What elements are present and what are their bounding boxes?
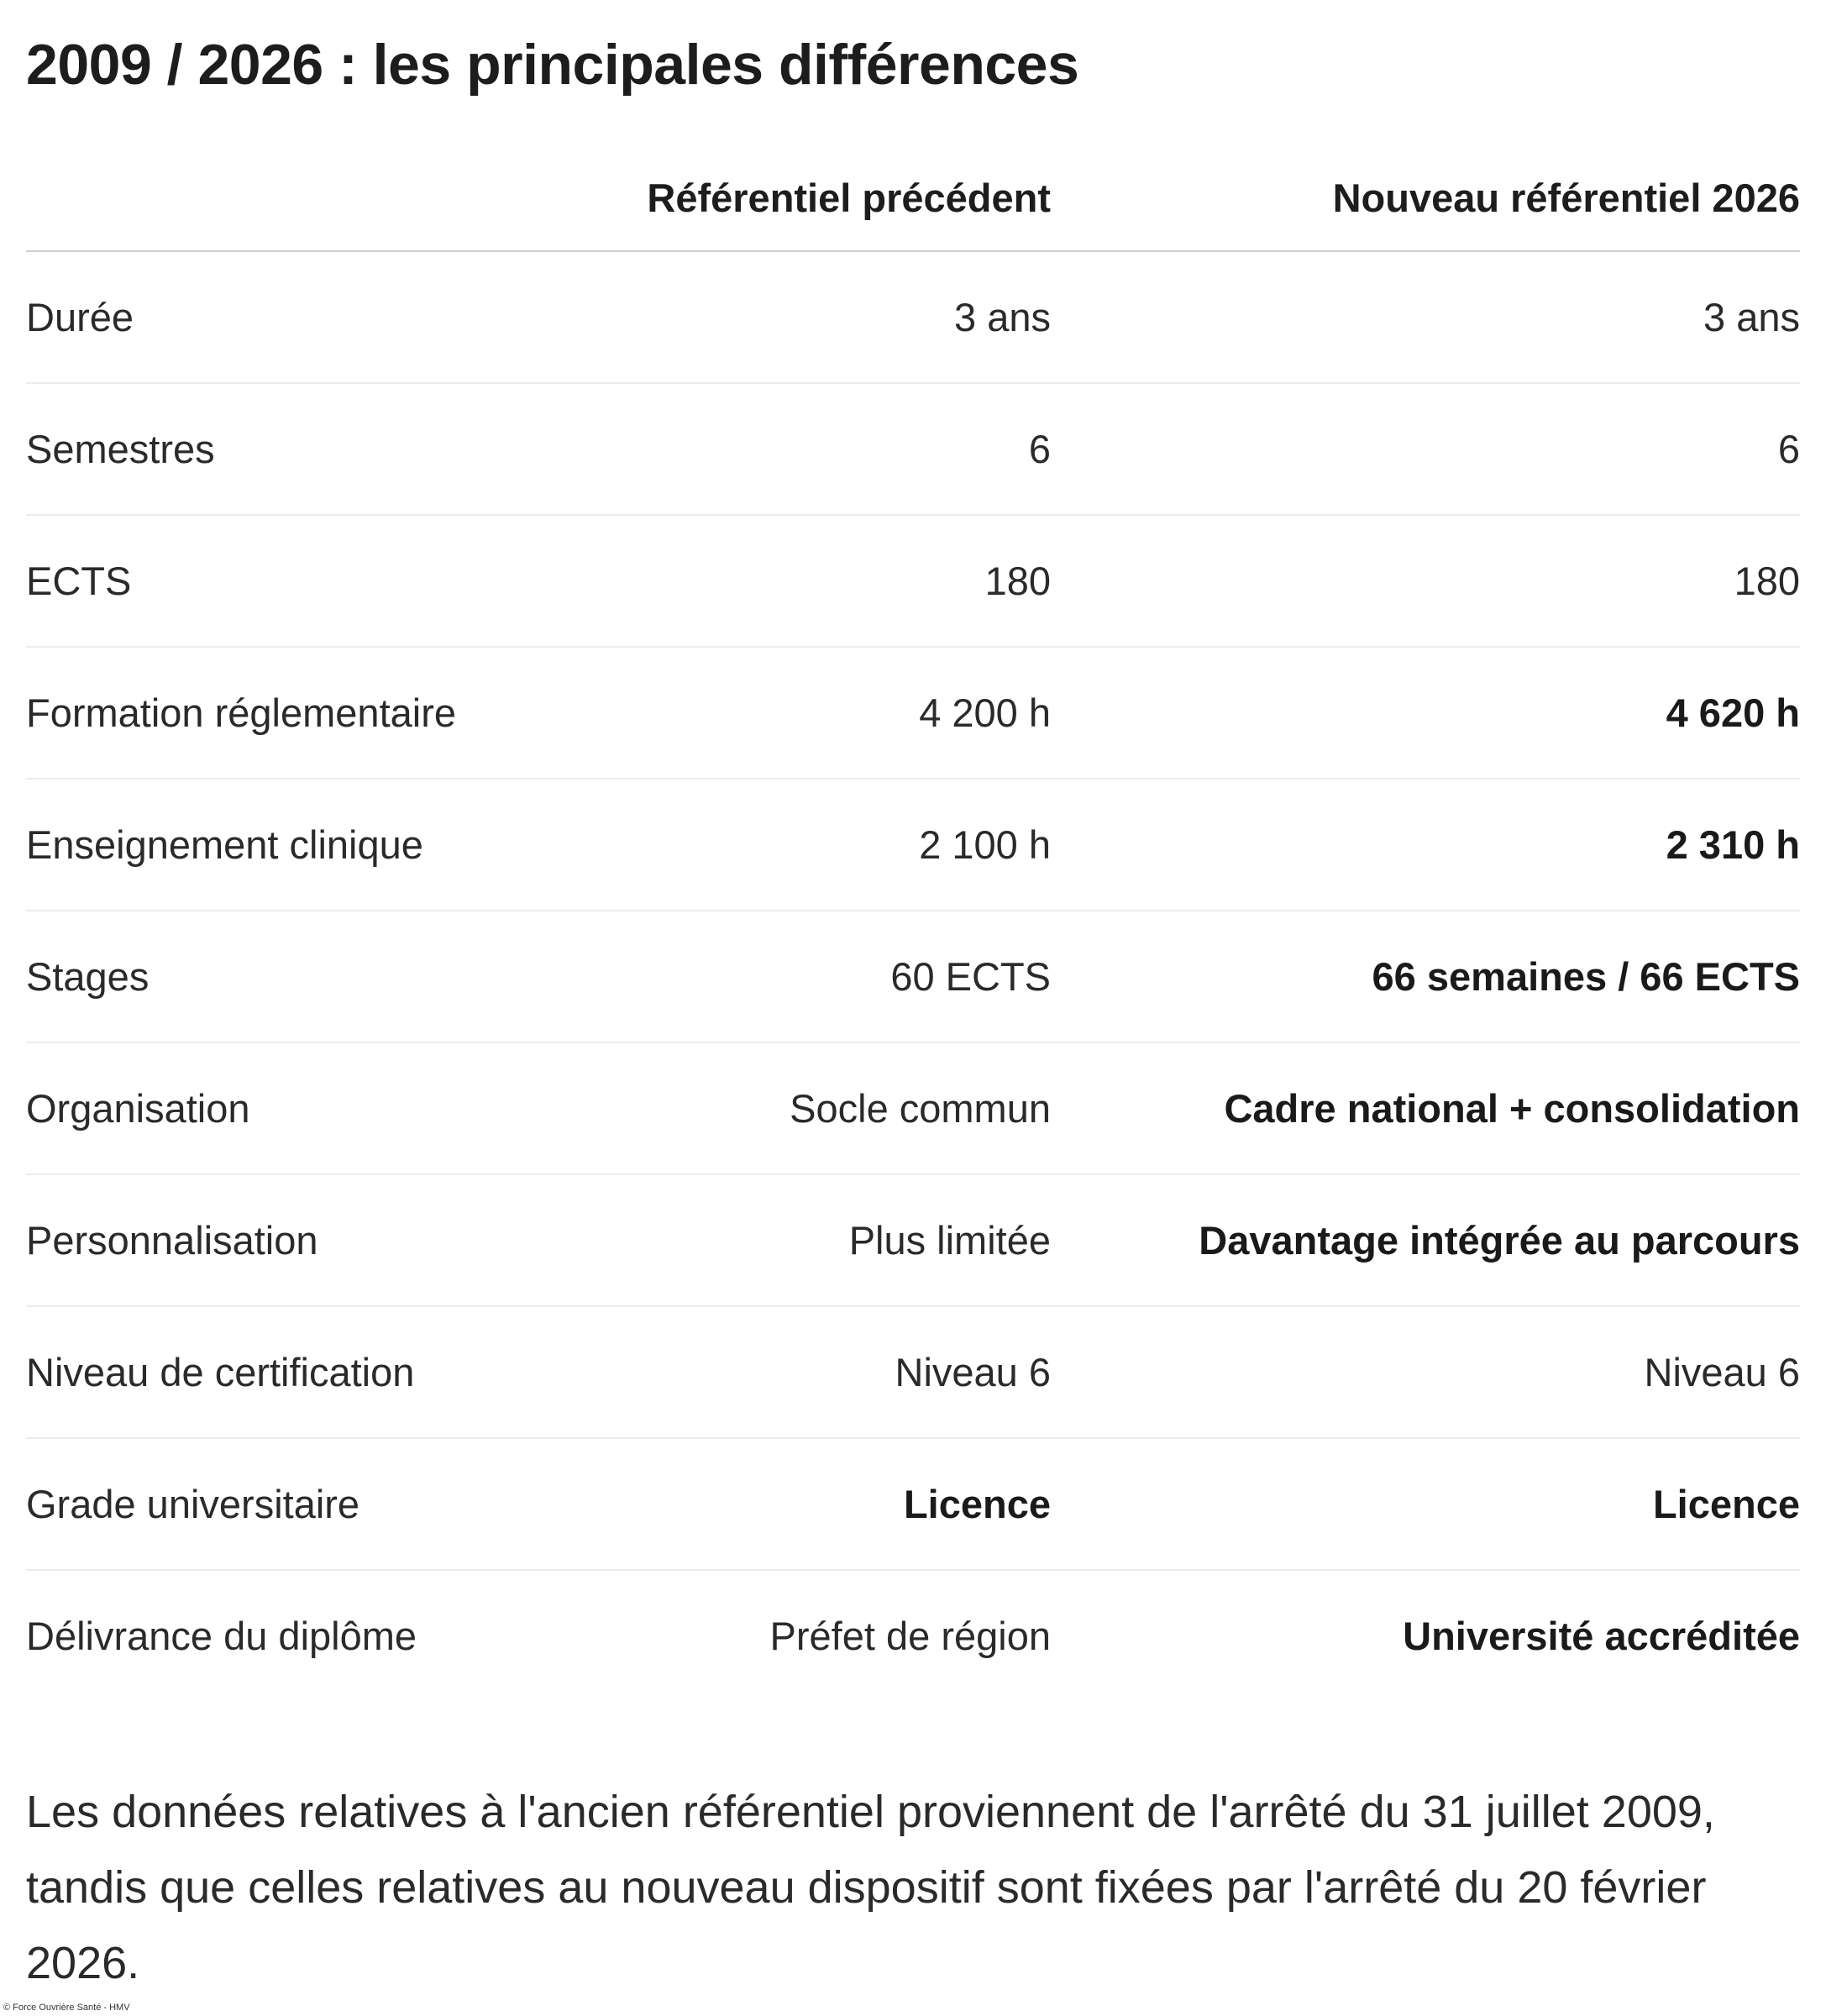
new-value: 66 semaines / 66 ECTS	[1051, 911, 1800, 1042]
previous-value: 2 100 h	[597, 779, 1051, 911]
table-header-row	[26, 144, 1800, 251]
table-body	[26, 251, 1800, 1701]
table-row	[26, 647, 1800, 779]
previous-value: Niveau 6	[597, 1306, 1051, 1438]
previous-value: 180	[597, 515, 1051, 647]
row-label: Formation réglementaire	[26, 647, 597, 779]
new-value: Davantage intégrée au parcours	[1051, 1174, 1800, 1306]
previous-value: Licence	[597, 1438, 1051, 1570]
row-label: Organisation	[26, 1042, 597, 1174]
previous-value: 3 ans	[597, 251, 1051, 383]
new-value: 3 ans	[1051, 251, 1800, 383]
table-row	[26, 779, 1800, 911]
previous-value: 4 200 h	[597, 647, 1051, 779]
row-label: ECTS	[26, 515, 597, 647]
row-label: Durée	[26, 251, 597, 383]
previous-value: Plus limitée	[597, 1174, 1051, 1306]
row-label: Délivrance du diplôme	[26, 1614, 417, 1658]
row-label: Niveau de certification	[26, 1306, 597, 1438]
table-row	[26, 1174, 1800, 1306]
new-value: Niveau 6	[1051, 1306, 1800, 1438]
table-row	[26, 911, 1800, 1042]
row-label: Stages	[26, 911, 597, 1042]
new-value: 2 310 h	[1051, 779, 1800, 911]
page-title: 2009 / 2026 : les principales différences	[26, 33, 1079, 97]
new-value: Licence	[1051, 1438, 1800, 1570]
row-label: Personnalisation	[26, 1174, 597, 1306]
new-value: 180	[1051, 515, 1800, 647]
new-value: Cadre national + consolidation	[1051, 1042, 1800, 1174]
image-credit: © Force Ouvrière Santé - HMV	[3, 2003, 130, 2013]
footnote: Les données relatives à l'ancien référentiel proviennent de l'arrêté du 31 juillet 2009, tandis que celles relatives au nouveau dispositif sont fixées par l'arrêté du 20 février 2026.	[26, 1787, 1715, 1988]
table-row	[26, 515, 1800, 647]
previous-value: Préfet de région	[769, 1614, 1051, 1658]
table-row	[26, 1306, 1800, 1438]
new-value: Université accréditée	[1403, 1614, 1800, 1658]
new-value: 6	[1051, 383, 1800, 515]
row-label: Grade universitaire	[26, 1438, 597, 1570]
previous-value: Socle commun	[597, 1042, 1051, 1174]
table-row	[26, 1042, 1800, 1174]
table-row	[26, 1438, 1800, 1570]
table-row	[26, 383, 1800, 515]
header-empty	[26, 144, 597, 251]
row-label: Enseignement clinique	[26, 779, 597, 911]
table-row	[26, 251, 1800, 383]
header-new-referential: Nouveau référentiel 2026	[1051, 144, 1800, 251]
row-label: Semestres	[26, 383, 597, 515]
previous-value: 6	[597, 383, 1051, 515]
previous-value: 60 ECTS	[597, 911, 1051, 1042]
header-previous-referential: Référentiel précédent	[597, 144, 1051, 251]
new-value: 4 620 h	[1051, 647, 1800, 779]
table-row	[26, 1570, 1800, 1701]
comparison-table	[26, 144, 1800, 1701]
